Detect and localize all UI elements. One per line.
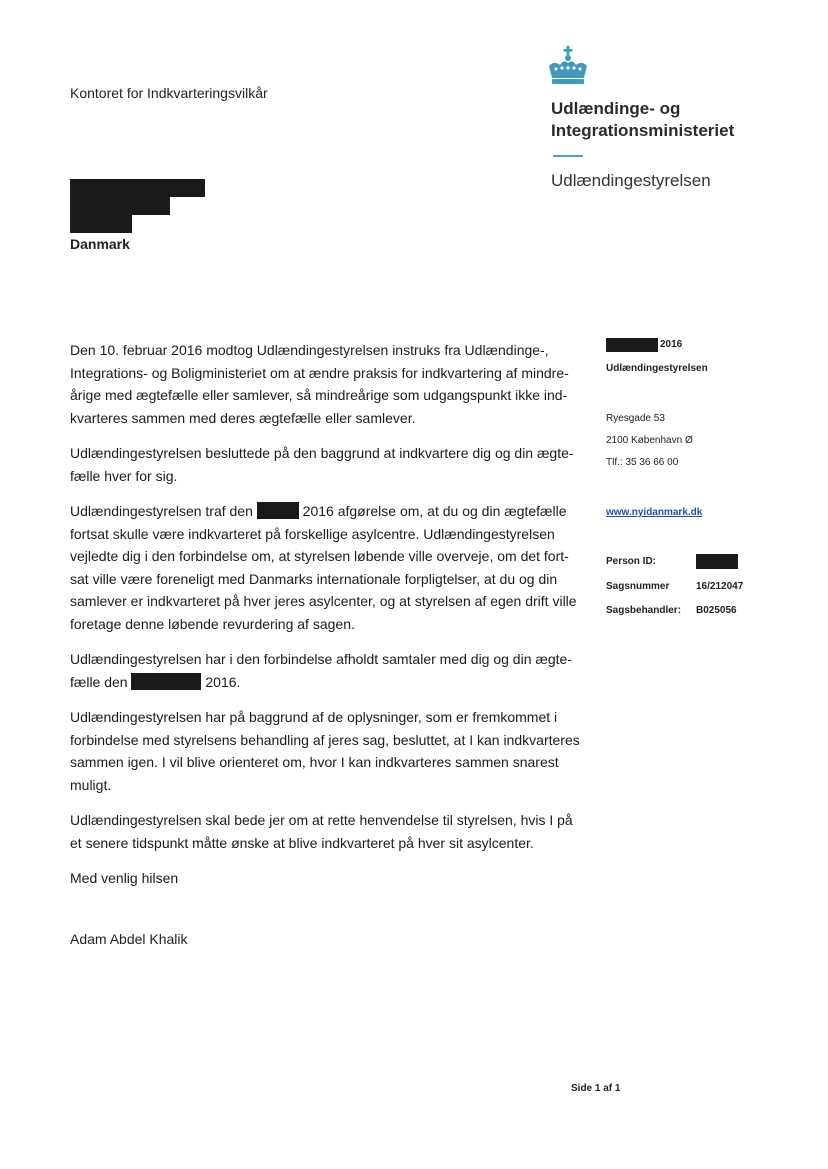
text-line: Udlændingestyrelsen har i den forbindelse afholdt samtaler med dig og din ægte- [70, 651, 572, 667]
text-line: sat ville være foreneligt med Danmarks internationale forpligtelser, at du og din [70, 570, 558, 587]
paragraph-3 [70, 500, 580, 635]
phone-number: Tlf.: 35 36 66 00 [606, 457, 679, 468]
redacted-person-id [696, 554, 738, 569]
letter-date-year: 2016 [660, 339, 683, 350]
text-line: forbindelse med styrelsens behandling af jeres sag, besluttet, at I kan indkvarteres [70, 731, 580, 748]
case-number-value: 16/212047 [696, 581, 744, 592]
signature-name: Adam Abdel Khalik [70, 931, 188, 947]
paragraph-4 [70, 648, 580, 693]
case-handler-value: B025056 [696, 605, 737, 616]
header-divider [553, 155, 583, 157]
sidebar-agency-name: Udlændingestyrelsen [606, 363, 708, 374]
redacted-date [606, 338, 658, 352]
person-id-label: Person ID: [606, 556, 657, 567]
text-line: foretage denne løbende revurdering af sagen. [70, 615, 355, 632]
text-fragment: Udlændingestyrelsen traf den [70, 503, 253, 519]
case-handler-label: Sagsbehandler: [606, 605, 682, 616]
ministry-line-1: Udlændinge- og [551, 99, 681, 118]
text-line: kvarteres sammen med deres ægtefælle eller samlever. [70, 409, 416, 426]
text-line: samlever er indkvarteret på hver jeres asylcenter, og at styrelsen af egen drift ville [70, 593, 577, 609]
text-line: Integrations- og Boligministeriet om at ændre praksis for indkvartering af mindre- [70, 364, 569, 381]
ministry-line-2: Integrationsministeriet [551, 121, 735, 140]
redacted-interview-date [131, 673, 201, 690]
text-fragment: 2016. [205, 673, 241, 690]
website-link[interactable]: www.nyidanmark.dk [606, 507, 703, 518]
paragraph-5 [70, 706, 580, 796]
redacted-recipient-city [70, 215, 132, 233]
text-line: et senere tidspunkt måtte ønske at blive indkvarteret på hver sit asylcenter. [70, 834, 534, 851]
text-line: sammen igen. I vil blive orienteret om, hvor I kan indkvarteres sammen snarest [70, 754, 559, 770]
redacted-recipient-street [70, 197, 170, 215]
text-line: muligt. [70, 776, 112, 793]
agency-name: Udlændingestyrelsen [551, 171, 711, 190]
office-name: Kontoret for Indkvarteringsvilkår [70, 85, 268, 101]
text-line: fortsat skulle være indkvarteret på forskellige asylcentre. Udlændingestyrelsen [70, 525, 555, 542]
ministry-name [551, 98, 734, 142]
page-number: Side 1 af 1 [571, 1083, 621, 1094]
case-number-label: Sagsnummer [606, 581, 670, 592]
redacted-recipient-name [70, 179, 205, 197]
text-line: Udlændingestyrelsen skal bede jer om at rette henvendelse til styrelsen, hvis I på [70, 812, 573, 828]
text-line: fælle hver for sig. [70, 467, 178, 484]
text-line [70, 671, 580, 694]
recipient-country: Danmark [70, 236, 130, 252]
letter-body [70, 339, 580, 903]
paragraph-2 [70, 442, 580, 487]
text-fragment: fælle den [70, 673, 128, 690]
closing-line: Med venlig hilsen [70, 870, 179, 886]
text-fragment: 2016 afgørelse om, at du og din ægtefælle [302, 503, 567, 519]
text-line: Udlændingestyrelsen besluttede på den baggrund at indkvartere dig og din ægte- [70, 445, 574, 461]
text-line: vejledte dig i den forbindelse om, at styrelsen løbende ville overveje, om det fort- [70, 548, 569, 564]
redacted-decision-date [257, 502, 299, 519]
paragraph-1 [70, 339, 580, 429]
paragraph-6 [70, 809, 580, 854]
text-line [70, 500, 580, 523]
text-line: Udlændingestyrelsen har på baggrund af de oplysninger, som er fremkommet i [70, 709, 558, 725]
address-city: 2100 København Ø [606, 435, 693, 446]
text-line: Den 10. februar 2016 modtog Udlændingestyrelsen instruks fra Udlændinge-, [70, 342, 549, 358]
address-street: Ryesgade 53 [606, 413, 665, 424]
crown-logo-icon [546, 46, 590, 88]
text-line: årige med ægtefælle eller samlever, så mindreårige som udgangspunkt ikke ind- [70, 387, 568, 403]
